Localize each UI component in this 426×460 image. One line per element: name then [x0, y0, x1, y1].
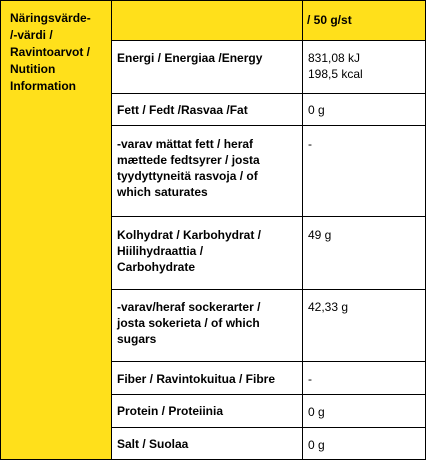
value-line: 831,08 kJ [308, 51, 361, 65]
row-value-carbohydrate [308, 227, 331, 243]
label-line: josta sokerieta / of which [117, 316, 260, 330]
value-line: 42,33 g [308, 300, 349, 314]
row-divider [111, 93, 426, 94]
label-line: Protein / Proteiinia [117, 404, 224, 418]
row-divider [111, 289, 426, 290]
label-line: sugars [117, 332, 157, 346]
row-value-saturates [308, 136, 312, 152]
row-label-energy [117, 50, 262, 66]
row-divider [111, 394, 426, 395]
row-label-sugars [117, 299, 260, 347]
row-label-fat [117, 102, 248, 118]
column-divider [111, 0, 112, 460]
value-line: - [308, 372, 312, 386]
row-label-protein [117, 403, 223, 419]
value-line: 0 g [308, 405, 325, 419]
row-value-protein [308, 404, 325, 420]
label-line: Kolhydrat / Karbohydrat / [117, 228, 262, 242]
label-line: tyydyttyneitä rasvoja / of [117, 169, 258, 183]
row-value-fat [308, 102, 325, 118]
nutrition-title-line: Information [10, 79, 76, 93]
label-line: Carbohydrate [117, 260, 196, 274]
label-line: Fett / Fedt /Rasvaa /Fat [117, 103, 248, 117]
table-border-left [0, 0, 1, 460]
row-value-fibre [308, 371, 312, 387]
row-label-carbohydrate [117, 227, 261, 275]
column-divider [302, 0, 303, 460]
row-divider [111, 216, 426, 217]
value-line: 49 g [308, 228, 332, 242]
label-line: which saturates [117, 185, 208, 199]
row-divider [111, 361, 426, 362]
row-value-energy [308, 50, 363, 82]
column-header-per-50g: / 50 g/st [307, 13, 352, 27]
label-line: Hiilihydraattia / [117, 244, 204, 258]
value-line: - [308, 137, 312, 151]
row-divider [111, 427, 426, 428]
table-header-row [111, 0, 426, 40]
table-border-top [0, 0, 426, 1]
value-line: 0 g [308, 438, 325, 452]
nutrition-title-column [0, 0, 111, 460]
nutrition-title-line: Ravintoarvot / [10, 45, 91, 59]
nutrition-title [10, 10, 108, 95]
row-label-salt [117, 436, 188, 452]
label-line: -varav/heraf sockerarter / [117, 300, 261, 314]
label-line: Energi / Energiaa /Energy [117, 51, 263, 65]
row-value-sugars [308, 299, 348, 315]
row-divider [111, 40, 426, 41]
nutrition-title-line: /-värdi / [10, 28, 53, 42]
nutrition-title-line: Näringsvärde- [10, 11, 91, 25]
row-value-salt [308, 437, 325, 453]
value-line: 0 g [308, 103, 325, 117]
row-divider [111, 125, 426, 126]
label-line: Fiber / Ravintokuitua / Fibre [117, 372, 276, 386]
row-label-fibre [117, 371, 275, 387]
value-line: 198,5 kcal [308, 67, 363, 81]
nutrition-title-line: Nutition [10, 62, 56, 76]
label-line: -varav mättat fett / heraf [117, 137, 254, 151]
label-line: Salt / Suolaa [117, 437, 189, 451]
row-label-saturates [117, 136, 260, 200]
label-line: mættede fedtsyrer / josta [117, 153, 260, 167]
